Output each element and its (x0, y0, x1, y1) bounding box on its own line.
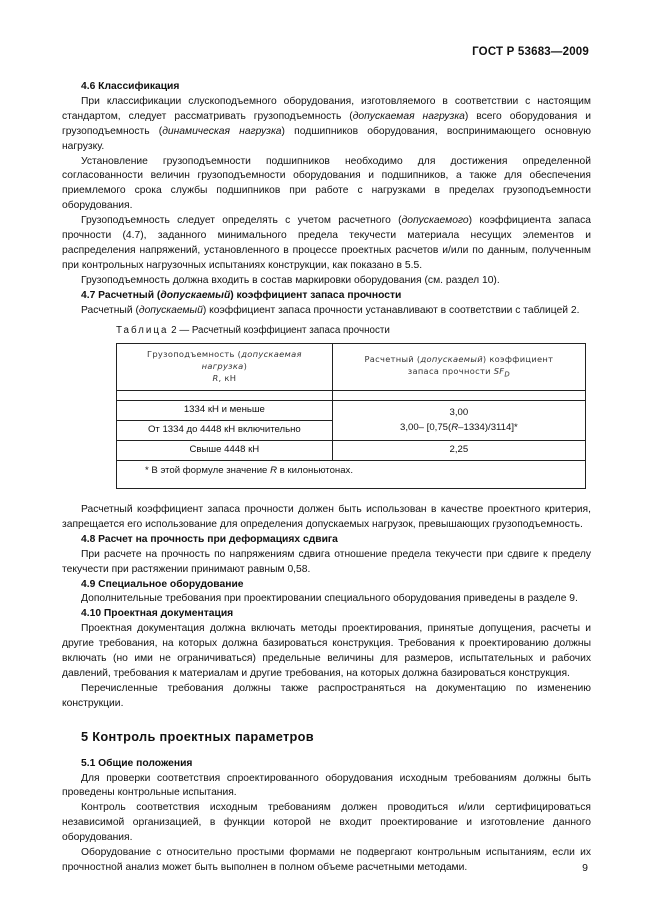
section-5-1-paragraph-2: Контроль соответствия исходным требованиям должен проводиться и/или сертифицироваться независимой организацией, в функции которой не входит проектирование и изготовление данного оборудования. (62, 802, 591, 844)
page-content (62, 80, 591, 876)
section-4-6-paragraph-1: При классификации слускоподъемного оборудования, изготовляемого в соответствии с настоящим стандартом, следует рассматривать грузоподъемность (допускаемая нагрузка) всего оборудования и грузоподъемность (динамическая нагрузка) подшипников оборудования, воспринимающего основную нагрузку. (62, 95, 591, 152)
section-4-9-title: 4.9 Специальное оборудование (81, 578, 244, 590)
section-4-6-paragraph-4: Грузоподъемность должна входить в состав маркировки оборудования (см. раздел 10). (81, 274, 500, 286)
table-header-load: Грузоподъемность (допускаемая нагрузка) R, кН (117, 344, 333, 391)
section-4-7-title: 4.7 Расчетный (допускаемый) коэффициент запаса прочности (81, 289, 402, 301)
safety-factor-table (116, 343, 586, 489)
section-4-10-paragraph-2: Перечисленные требования должны также распространяться на документацию по изменению конструкции. (62, 682, 591, 709)
section-4-8-paragraph-1: При расчете на прочность по напряжениям сдвига отношение предела текучести при сдвиге к пределу текучести при растяжении принимают равным 0,58. (62, 548, 591, 575)
standard-header: ГОСТ Р 53683—2009 (472, 46, 589, 58)
after-table-paragraph: Расчетный коэффициент запаса прочности должен быть использован в качестве проектного критерия, запрещается его использование для определения допускаемых нагрузок, превышающих грузоподъемность. (62, 504, 591, 530)
table-cell-load: От 1334 до 4448 кН включительно (117, 421, 333, 441)
table-cell-factor: 2,25 (332, 441, 585, 461)
page-number: 9 (582, 862, 588, 874)
table-caption: Таблица 2 — Расчетный коэффициент запаса прочности (116, 324, 390, 336)
section-4-6-paragraph-2: Установление грузоподъемности подшипников необходимо для достижения определенной согласованности величин грузоподъемности оборудования и подшипников, а также для обеспечения приемлемого срока службы подшипников при работе с нагрузками в пределах грузоподъемности оборудования. (62, 155, 591, 212)
section-4-8-title: 4.8 Расчет на прочность при деформациях сдвига (81, 533, 338, 545)
section-5-1-title: 5.1 Общие положения (81, 757, 193, 769)
section-4-6-paragraph-3: Грузоподъемность следует определять с учетом расчетного (допускаемого) коэффициента запаса прочности (4.7), заданного минимального предела текучести материала несущих элементов и распределения напряжений, установленного в процессе проектных расчетов и/или по данным, полученным при контрольных нагрузочных испытаниях конструкции, как показано в 5.5. (62, 215, 591, 271)
table-cell-load: 1334 кН и меньше (117, 401, 333, 421)
section-5-1-paragraph-3: Оборудование с относительно простыми формами не подвергают контрольным испытаниям, если их прочностной анализ может быть выполнен в полном объеме расчетными методами. (62, 847, 591, 873)
section-4-10-title: 4.10 Проектная документация (81, 608, 234, 620)
section-4-9-paragraph-1: Дополнительные требования при проектировании специального оборудования приведены в разделе 9. (81, 593, 578, 605)
section-5-1-paragraph-1: Для проверки соответствия спроектированного оборудования исходным требованиям должны быть проведены контрольные испытания. (62, 772, 591, 799)
section-4-6-title: 4.6 Классификация (81, 81, 180, 92)
table-cell-factor-merged: 3,00 3,00– [0,75(R–1334)/3114]* (332, 401, 585, 441)
section-4-10-paragraph-1: Проектная документация должна включать методы проектирования, принятые допущения, расчеты и другие требования, на которых должна базироваться конструкция. Требования к проектированию должны включать (но ими не ограничиваться) предельные величины для размеров, испытательных и рабочих давлений, требования к материалам и другие требования, на которых должна базироваться конструкция. (62, 623, 591, 679)
section-4-7-paragraph-1: Расчетный (допускаемый) коэффициент запаса прочности устанавливают в соответствии с таблицей 2. (81, 304, 580, 316)
table-footnote: * В этой формуле значение R в килоньютонах. (117, 461, 586, 489)
table-cell-load: Свыше 4448 кН (117, 441, 333, 461)
section-5-title: 5 Контроль проектных параметров (81, 728, 314, 744)
table-header-factor: Расчетный (допускаемый) коэффициент запаса прочности $SF_D$ (332, 344, 585, 391)
